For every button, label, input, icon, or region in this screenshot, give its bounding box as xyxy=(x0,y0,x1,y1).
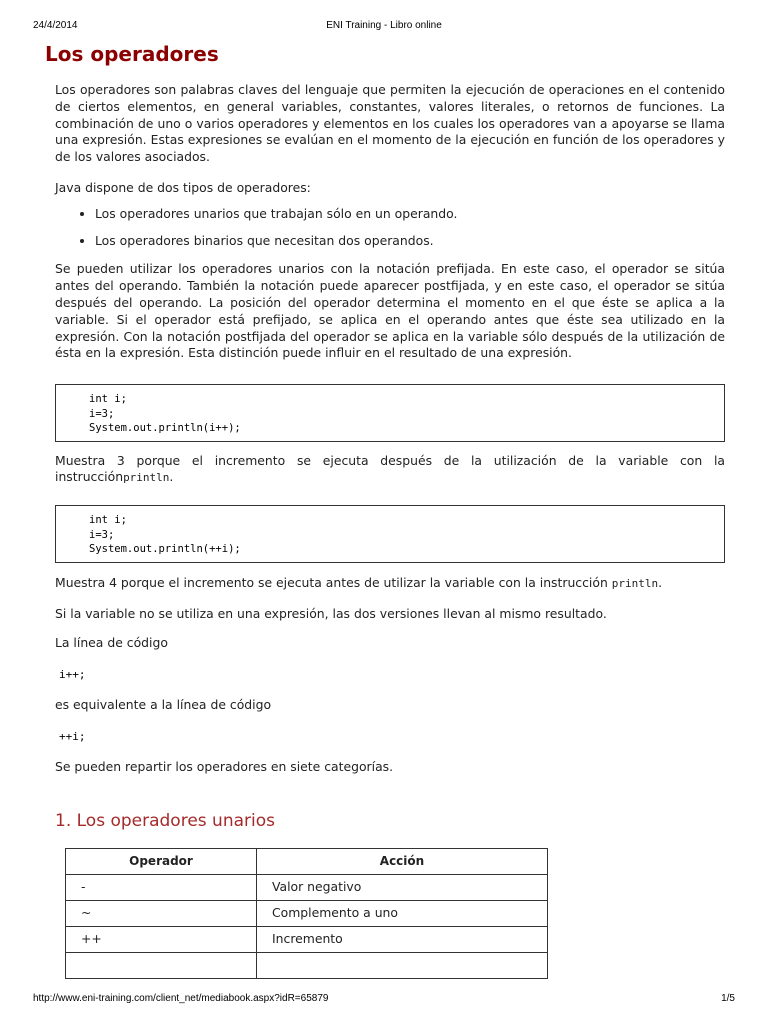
header-title: ENI Training - Libro online xyxy=(326,20,442,31)
unary-operators-table xyxy=(65,848,548,979)
action-cell: Complemento a uno xyxy=(257,901,548,927)
notation-paragraph: Se pueden utilizar los operadores unarios con la notación prefijada. En este caso, el operador se sitúa antes del operando. También la notación puede aparecer postfijada, y en este caso, el operador se sitúa después del operando. La posición del operador determina el momento en el que éste se aplica a la variable. Si el operador está prefijado, se aplica en el operando antes que éste sea utilizado en la expresión. Con la notación postfijada del operador se aplica en la variable sólo después de la utilización de ésta en la expresión. Esta distinción puede influir en el resultado de una expresión. xyxy=(55,261,725,361)
column-header-accion: Acción xyxy=(257,849,548,875)
intro-paragraph: Los operadores son palabras claves del lenguaje que permiten la ejecución de operaciones en el contenido de ciertos elementos, en general variables, constantes, valores literales, o retornos de funciones. La combinación de uno o varios operadores y elementos en los cuales los operadores van a apoyarse se llama una expresión. Estas expresiones se evalúan en el momento de la ejecución en función de los operadores y de los valores asociados. xyxy=(55,82,725,165)
equivalent-label: es equivalente a la línea de código xyxy=(55,696,272,712)
list-item: • Los operadores binarios que necesitan dos operandos. xyxy=(95,233,725,250)
println-code: println xyxy=(123,471,170,485)
result-prefix-sentence: Muestra 4 porque el incremento se ejecuta antes de utilizar la variable con la instrucción xyxy=(55,574,612,590)
result-postfix-text xyxy=(55,453,725,488)
result-postfix-sentence: Muestra 3 porque el incremento se ejecuta después de la utilización de la variable con la instrucción xyxy=(55,452,725,485)
column-header-operador: Operador xyxy=(66,849,257,875)
line-label: La línea de código xyxy=(55,635,168,651)
operator-cell xyxy=(66,953,257,979)
table-header-row xyxy=(66,849,548,875)
action-cell xyxy=(257,953,548,979)
table-row xyxy=(66,901,548,927)
section-title-unary: 1. Los operadores unarios xyxy=(55,811,275,832)
result-prefix-end: . xyxy=(658,574,663,590)
code-block-postfix: int i; i=3; System.out.println(i++); xyxy=(55,384,725,442)
table-row xyxy=(66,927,548,953)
table-row xyxy=(66,953,548,979)
action-cell: Incremento xyxy=(257,927,548,953)
operator-cell: ~ xyxy=(66,901,257,927)
table-row xyxy=(66,875,548,901)
println-code: println xyxy=(611,576,659,590)
action-cell: Valor negativo xyxy=(257,875,548,901)
result-prefix-text xyxy=(55,575,725,593)
categories-text: Se pueden repartir los operadores en siete categorías. xyxy=(55,758,394,774)
footer-url: http://www.eni-training.com/client_net/mediabook.aspx?idR=65879 xyxy=(33,993,329,1004)
code-block-prefix: int i; i=3; System.out.println(++i); xyxy=(55,505,725,563)
code-line-postfix: i++; xyxy=(59,668,86,682)
operator-cell: ++ xyxy=(66,927,257,953)
types-intro: Java dispone de dos tipos de operadores: xyxy=(55,179,311,195)
result-postfix-end: . xyxy=(169,469,174,485)
operator-types-list xyxy=(55,206,725,250)
list-item: • Los operadores unarios que trabajan sólo en un operando. xyxy=(95,206,725,223)
main-content xyxy=(55,82,725,979)
page-title: Los operadores xyxy=(45,42,219,66)
same-result-text: Si la variable no se utiliza en una expresión, las dos versiones llevan al mismo resultado. xyxy=(55,605,607,621)
code-line-prefix: ++i; xyxy=(59,729,86,743)
header-date: 24/4/2014 xyxy=(33,20,78,31)
footer-page-number: 1/5 xyxy=(721,993,735,1004)
operator-cell: - xyxy=(66,875,257,901)
